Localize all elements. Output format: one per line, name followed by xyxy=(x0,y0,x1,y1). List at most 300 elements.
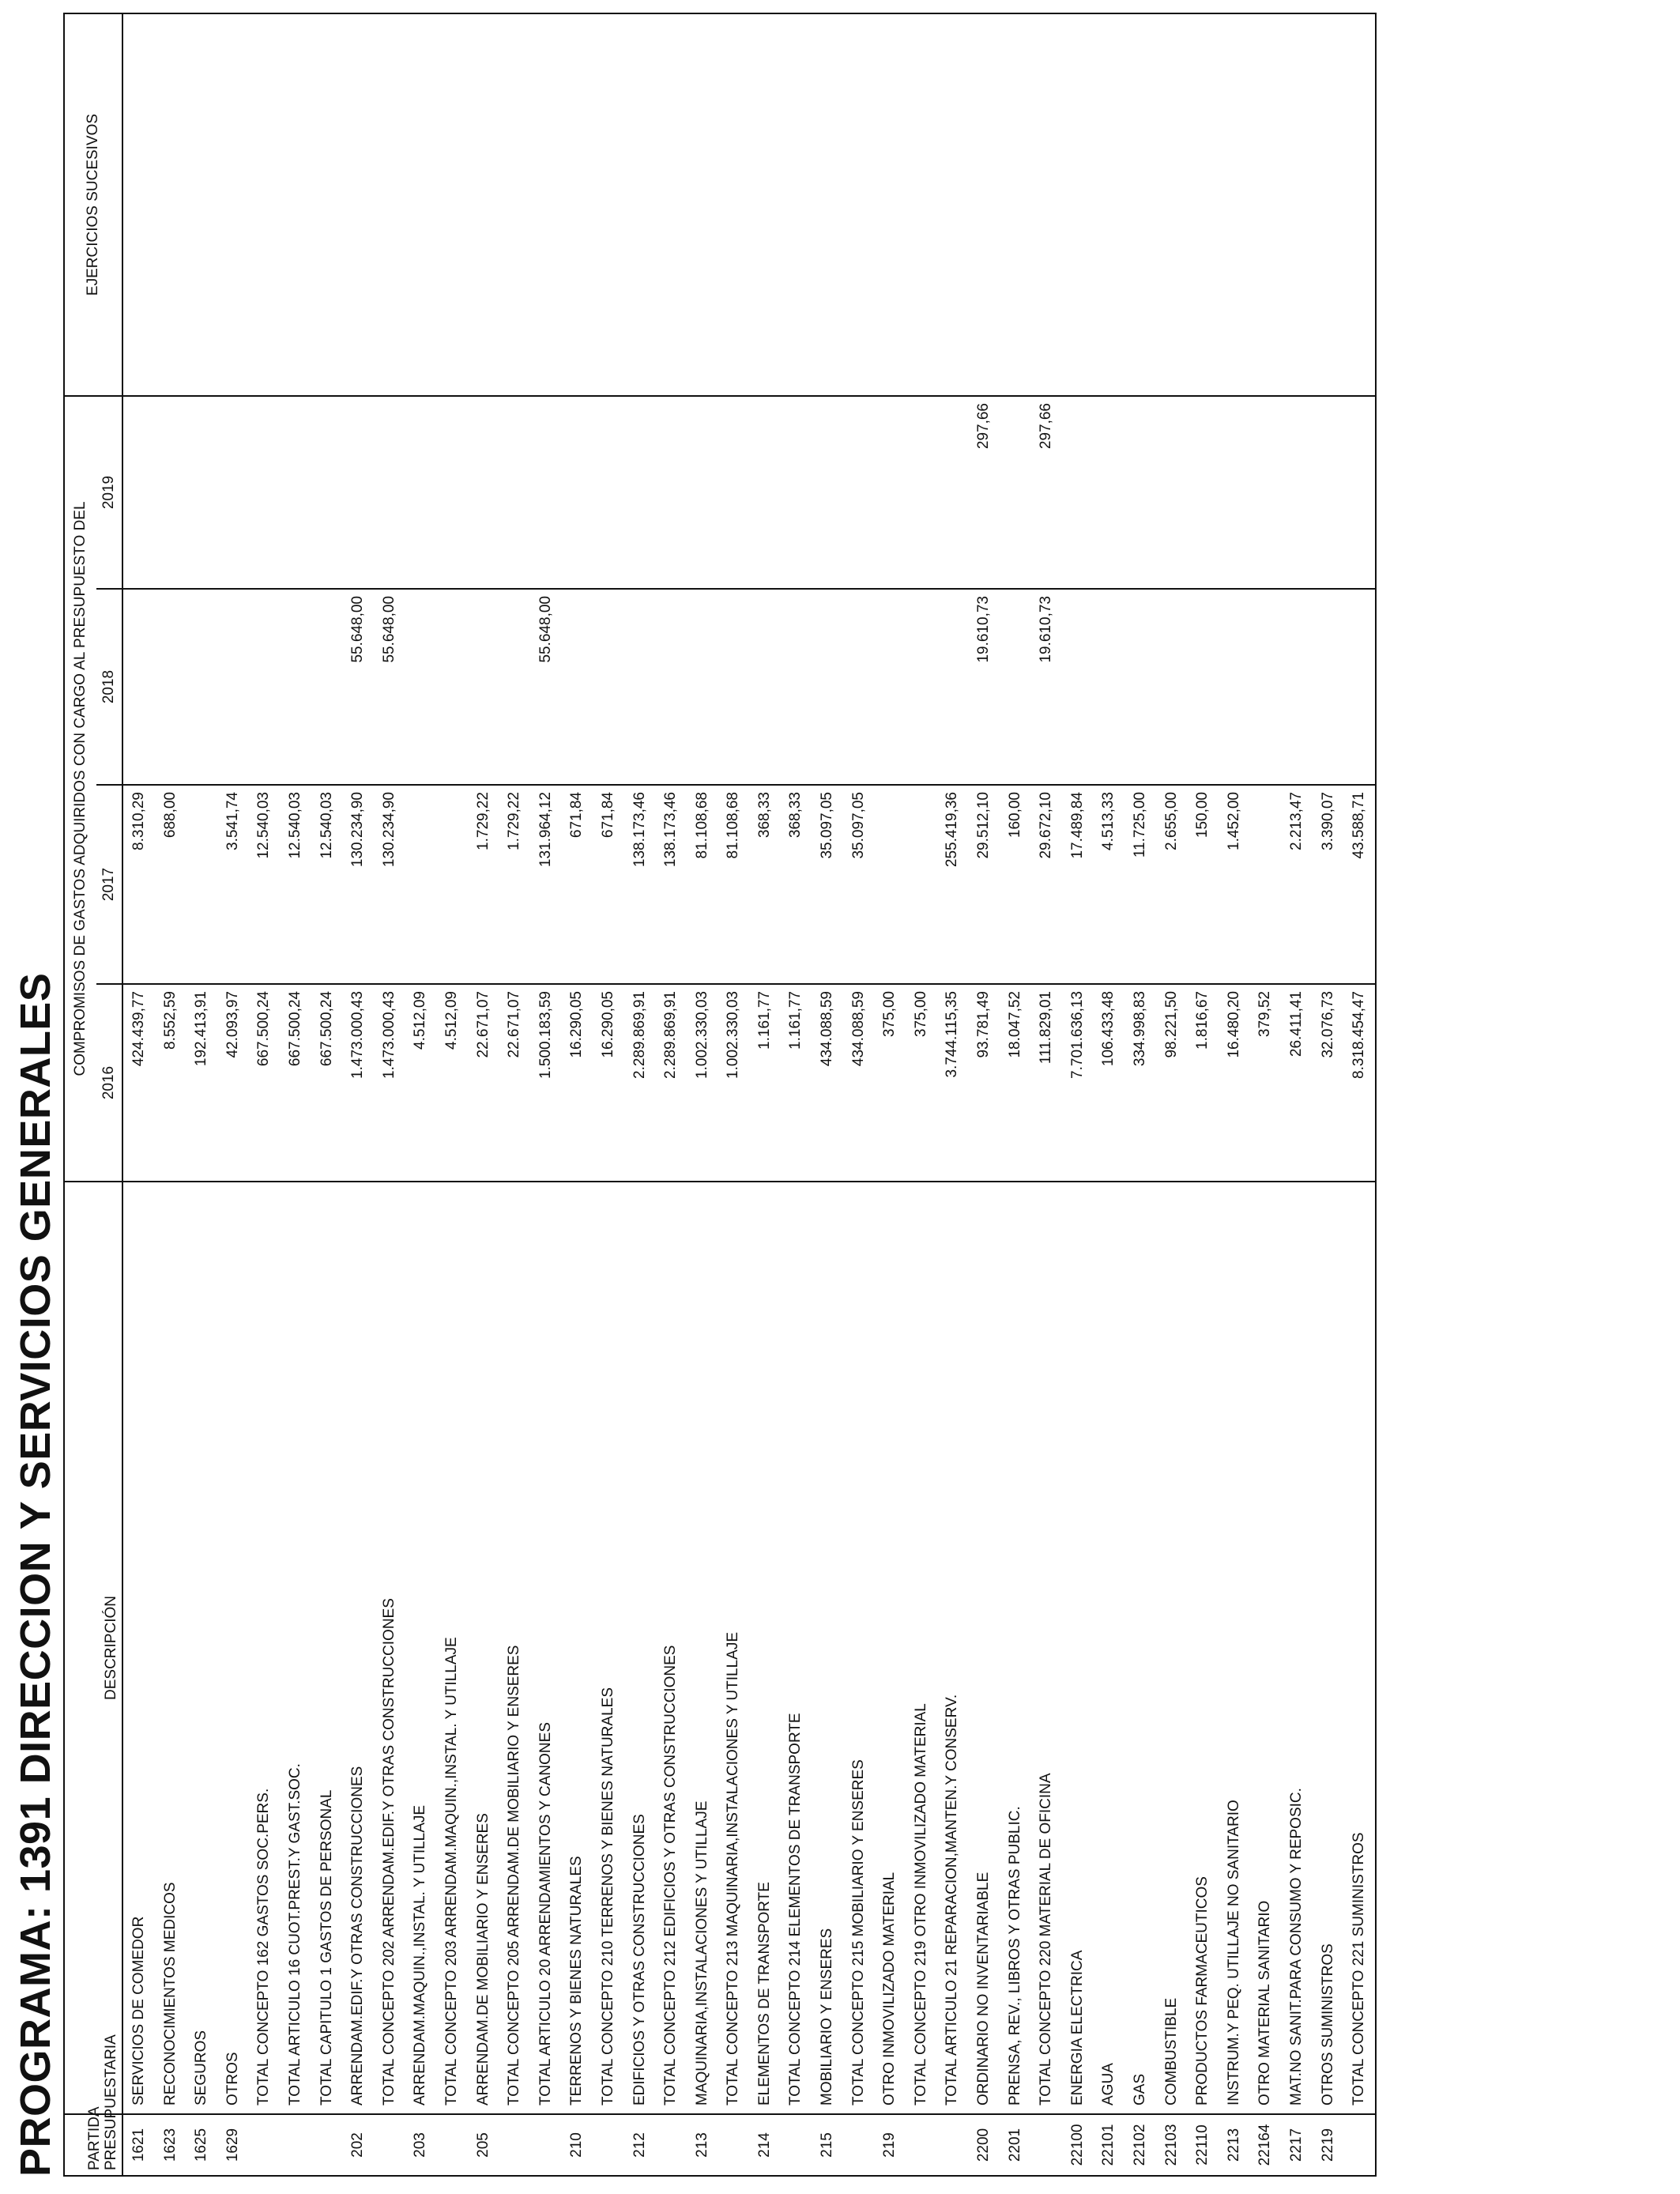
value-2019-cell xyxy=(874,396,906,589)
table-row xyxy=(1000,13,1031,2176)
value-sucesivos-cell xyxy=(1093,13,1124,396)
partida-cell: 203 xyxy=(405,2114,436,2176)
table-row xyxy=(405,13,436,2176)
value-2018-cell xyxy=(812,589,843,785)
value-2016-cell: 434.088,59 xyxy=(843,984,875,1182)
descripcion-cell: MAT.NO SANIT.PARA CONSUMO Y REPOSIC. xyxy=(1281,1182,1313,2114)
value-2017-cell xyxy=(906,785,937,984)
descripcion-cell: TOTAL ARTICULO 20 ARRENDAMIENTOS Y CANONES xyxy=(530,1182,562,2114)
value-2016-cell: 375,00 xyxy=(874,984,906,1182)
partida-cell: 219 xyxy=(874,2114,906,2176)
value-2019-cell xyxy=(593,396,624,589)
value-2016-cell: 667.500,24 xyxy=(311,984,343,1182)
value-2018-cell xyxy=(248,589,280,785)
value-2019-cell xyxy=(655,396,687,589)
descripcion-cell: ARRENDAM.DE MOBILIARIO Y ENSERES xyxy=(468,1182,499,2114)
descripcion-cell: RECONOCIMIENTOS MEDICOS xyxy=(155,1182,186,2114)
descripcion-cell: TOTAL CONCEPTO 221 SUMINISTROS xyxy=(1343,1182,1376,2114)
value-2017-cell: 138.173,46 xyxy=(655,785,687,984)
value-2019-cell xyxy=(1313,396,1344,589)
value-2019-cell xyxy=(812,396,843,589)
partida-cell: 1621 xyxy=(122,2114,155,2176)
value-2019-cell xyxy=(374,396,405,589)
value-2018-cell xyxy=(122,589,155,785)
value-2019-cell xyxy=(718,396,749,589)
value-2017-cell xyxy=(436,785,468,984)
value-2018-cell xyxy=(561,589,593,785)
value-sucesivos-cell xyxy=(1281,13,1313,396)
table-row xyxy=(342,13,374,2176)
value-2018-cell xyxy=(405,589,436,785)
table-row xyxy=(1281,13,1313,2176)
value-2017-cell: 671,84 xyxy=(593,785,624,984)
descripcion-cell: TOTAL CONCEPTO 215 MOBILIARIO Y ENSERES xyxy=(843,1182,875,2114)
value-2018-cell xyxy=(655,589,687,785)
value-2019-cell xyxy=(155,396,186,589)
value-2019-cell xyxy=(687,396,718,589)
value-2017-cell: 12.540,03 xyxy=(248,785,280,984)
table-row xyxy=(718,13,749,2176)
value-2016-cell: 8.318.454,47 xyxy=(1343,984,1376,1182)
table-row xyxy=(1187,13,1219,2176)
partida-cell xyxy=(499,2114,530,2176)
partida-cell: 2219 xyxy=(1313,2114,1344,2176)
table-row xyxy=(155,13,186,2176)
value-2017-cell: 1.452,00 xyxy=(1219,785,1250,984)
descripcion-cell: ENERGIA ELECTRICA xyxy=(1062,1182,1094,2114)
value-sucesivos-cell xyxy=(405,13,436,396)
value-2019-cell xyxy=(1249,396,1281,589)
table-row xyxy=(749,13,781,2176)
value-2016-cell: 26.411,41 xyxy=(1281,984,1313,1182)
descripcion-cell: GAS xyxy=(1124,1182,1156,2114)
presupuestaria-label: PRESUPUESTARIA xyxy=(103,2034,119,2170)
descripcion-cell: OTROS SUMINISTROS xyxy=(1313,1182,1344,2114)
value-2018-cell xyxy=(1249,589,1281,785)
table-row xyxy=(936,13,968,2176)
table-row xyxy=(624,13,656,2176)
value-2016-cell: 111.829,01 xyxy=(1030,984,1062,1182)
table-row xyxy=(311,13,343,2176)
value-2017-cell: 1.729,22 xyxy=(499,785,530,984)
value-sucesivos-cell xyxy=(936,13,968,396)
table-row xyxy=(1062,13,1094,2176)
table-row xyxy=(436,13,468,2176)
year-2017-header: 2017 xyxy=(96,785,122,984)
value-2016-cell: 4.512,09 xyxy=(405,984,436,1182)
value-sucesivos-cell xyxy=(1343,13,1376,396)
value-2016-cell: 667.500,24 xyxy=(248,984,280,1182)
value-2019-cell xyxy=(1000,396,1031,589)
value-2017-cell: 17.489,84 xyxy=(1062,785,1094,984)
descripcion-cell: TOTAL CONCEPTO 210 TERRENOS Y BIENES NATURALES xyxy=(593,1182,624,2114)
table-row xyxy=(687,13,718,2176)
value-sucesivos-cell xyxy=(1030,13,1062,396)
value-2018-cell xyxy=(780,589,812,785)
descripcion-cell: TOTAL CAPITULO 1 GASTOS DE PERSONAL xyxy=(311,1182,343,2114)
value-2019-cell xyxy=(780,396,812,589)
table-row xyxy=(122,13,155,2176)
value-2018-cell: 55.648,00 xyxy=(530,589,562,785)
value-2018-cell xyxy=(1219,589,1250,785)
value-2018-cell xyxy=(280,589,311,785)
value-2018-cell xyxy=(1124,589,1156,785)
value-2016-cell: 667.500,24 xyxy=(280,984,311,1182)
value-2016-cell: 7.701.636,13 xyxy=(1062,984,1094,1182)
partida-cell: 2213 xyxy=(1219,2114,1250,2176)
partida-cell: 22101 xyxy=(1093,2114,1124,2176)
value-2016-cell: 22.671,07 xyxy=(499,984,530,1182)
descripcion-header xyxy=(64,1182,122,2114)
value-2018-cell xyxy=(155,589,186,785)
partida-label: PARTIDA xyxy=(86,2106,103,2170)
value-2019-cell xyxy=(1156,396,1188,589)
value-2018-cell xyxy=(687,589,718,785)
value-2017-cell: 12.540,03 xyxy=(280,785,311,984)
value-2016-cell: 8.552,59 xyxy=(155,984,186,1182)
value-2019-cell xyxy=(561,396,593,589)
value-2017-cell: 35.097,05 xyxy=(843,785,875,984)
partida-cell: 214 xyxy=(749,2114,781,2176)
descripcion-cell: OTROS xyxy=(217,1182,249,2114)
page-title: PROGRAMA: 1391 DIRECCION Y SERVICIOS GENERALES xyxy=(12,972,59,2177)
value-sucesivos-cell xyxy=(155,13,186,396)
value-sucesivos-cell xyxy=(530,13,562,396)
table-row xyxy=(906,13,937,2176)
value-sucesivos-cell xyxy=(280,13,311,396)
value-2018-cell xyxy=(1000,589,1031,785)
value-2017-cell: 130.234,90 xyxy=(374,785,405,984)
value-2017-cell: 130.234,90 xyxy=(342,785,374,984)
descripcion-cell: TOTAL ARTICULO 16 CUOT.PREST.Y GAST.SOC. xyxy=(280,1182,311,2114)
descripcion-cell: TOTAL CONCEPTO 162 GASTOS SOC.PERS. xyxy=(248,1182,280,2114)
value-2019-cell xyxy=(749,396,781,589)
table-row xyxy=(499,13,530,2176)
descripcion-cell: TOTAL CONCEPTO 214 ELEMENTOS DE TRANSPORTE xyxy=(780,1182,812,2114)
value-2016-cell: 106.433,48 xyxy=(1093,984,1124,1182)
value-2017-cell xyxy=(1249,785,1281,984)
budget-table xyxy=(63,13,1377,2177)
value-2016-cell: 3.744.115,35 xyxy=(936,984,968,1182)
value-2016-cell: 93.781,49 xyxy=(968,984,1000,1182)
value-2018-cell: 19.610,73 xyxy=(1030,589,1062,785)
partida-cell xyxy=(530,2114,562,2176)
table-row xyxy=(1030,13,1062,2176)
value-2018-cell xyxy=(499,589,530,785)
table-row xyxy=(1249,13,1281,2176)
value-2018-cell xyxy=(468,589,499,785)
table-row xyxy=(1124,13,1156,2176)
partida-cell: 22102 xyxy=(1124,2114,1156,2176)
value-sucesivos-cell xyxy=(687,13,718,396)
value-2016-cell: 334.998,83 xyxy=(1124,984,1156,1182)
descripcion-cell: SEGUROS xyxy=(186,1182,217,2114)
table-row xyxy=(812,13,843,2176)
partida-cell xyxy=(655,2114,687,2176)
table-row xyxy=(968,13,1000,2176)
partida-cell: 212 xyxy=(624,2114,656,2176)
value-2016-cell: 42.093,97 xyxy=(217,984,249,1182)
value-2016-cell: 1.002.330,03 xyxy=(718,984,749,1182)
value-sucesivos-cell xyxy=(499,13,530,396)
partida-cell xyxy=(906,2114,937,2176)
partida-header xyxy=(64,2034,122,2176)
value-2017-cell: 35.097,05 xyxy=(812,785,843,984)
table-row xyxy=(1343,13,1376,2176)
table-row xyxy=(1156,13,1188,2176)
value-2018-cell xyxy=(1343,589,1376,785)
value-2018-cell xyxy=(1313,589,1344,785)
value-2017-cell: 138.173,46 xyxy=(624,785,656,984)
value-2018-cell xyxy=(436,589,468,785)
descripcion-cell: OTRO MATERIAL SANITARIO xyxy=(1249,1182,1281,2114)
value-2018-cell xyxy=(624,589,656,785)
value-2017-cell: 1.729,22 xyxy=(468,785,499,984)
value-sucesivos-cell xyxy=(468,13,499,396)
table-row xyxy=(217,13,249,2176)
value-2017-cell: 368,33 xyxy=(749,785,781,984)
value-sucesivos-cell xyxy=(874,13,906,396)
value-2016-cell: 1.002.330,03 xyxy=(687,984,718,1182)
value-2016-cell: 434.088,59 xyxy=(812,984,843,1182)
value-2016-cell: 1.816,67 xyxy=(1187,984,1219,1182)
partida-cell xyxy=(1343,2114,1376,2176)
value-2017-cell: 43.588,71 xyxy=(1343,785,1376,984)
value-2017-cell: 671,84 xyxy=(561,785,593,984)
descripcion-cell: TOTAL CONCEPTO 203 ARRENDAM.MAQUIN.,INSTAL. Y UTILLAJE xyxy=(436,1182,468,2114)
value-2017-cell xyxy=(186,785,217,984)
partida-cell: 215 xyxy=(812,2114,843,2176)
partida-cell xyxy=(1030,2114,1062,2176)
value-2016-cell: 379,52 xyxy=(1249,984,1281,1182)
value-2016-cell: 1.500.183,59 xyxy=(530,984,562,1182)
value-2019-cell xyxy=(843,396,875,589)
value-sucesivos-cell xyxy=(374,13,405,396)
descripcion-cell: TOTAL ARTICULO 21 REPARACION,MANTEN.Y CONSERV. xyxy=(936,1182,968,2114)
descripcion-cell: TOTAL CONCEPTO 205 ARRENDAM.DE MOBILIARIO Y ENSERES xyxy=(499,1182,530,2114)
descripcion-cell: MOBILIARIO Y ENSERES xyxy=(812,1182,843,2114)
value-2018-cell: 55.648,00 xyxy=(342,589,374,785)
descripcion-cell: COMBUSTIBLE xyxy=(1156,1182,1188,2114)
value-2018-cell xyxy=(718,589,749,785)
value-2018-cell xyxy=(874,589,906,785)
value-2019-cell xyxy=(405,396,436,589)
value-2019-cell xyxy=(311,396,343,589)
sucesivos-header: EJERCICIOS SUCESIVOS xyxy=(64,13,122,396)
value-2016-cell: 1.161,77 xyxy=(780,984,812,1182)
value-2019-cell xyxy=(936,396,968,589)
descripcion-cell: AGUA xyxy=(1093,1182,1124,2114)
table-row xyxy=(468,13,499,2176)
descripcion-cell: ELEMENTOS DE TRANSPORTE xyxy=(749,1182,781,2114)
table-row xyxy=(1093,13,1124,2176)
value-2018-cell: 19.610,73 xyxy=(968,589,1000,785)
table-row xyxy=(874,13,906,2176)
value-sucesivos-cell xyxy=(1219,13,1250,396)
value-2017-cell: 8.310,29 xyxy=(122,785,155,984)
table-row xyxy=(280,13,311,2176)
value-2016-cell: 192.413,91 xyxy=(186,984,217,1182)
value-sucesivos-cell xyxy=(718,13,749,396)
value-sucesivos-cell xyxy=(186,13,217,396)
value-2016-cell: 16.290,05 xyxy=(561,984,593,1182)
value-2018-cell xyxy=(936,589,968,785)
value-2019-cell: 297,66 xyxy=(1030,396,1062,589)
value-sucesivos-cell xyxy=(1187,13,1219,396)
partida-cell: 2201 xyxy=(1000,2114,1031,2176)
partida-cell: 1625 xyxy=(186,2114,217,2176)
value-sucesivos-cell xyxy=(1000,13,1031,396)
table-row xyxy=(530,13,562,2176)
value-2017-cell: 3.390,07 xyxy=(1313,785,1344,984)
descripcion-cell: INSTRUM.Y PEQ. UTILLAJE NO SANITARIO xyxy=(1219,1182,1250,2114)
value-sucesivos-cell xyxy=(1124,13,1156,396)
value-sucesivos-cell xyxy=(906,13,937,396)
partida-cell: 2217 xyxy=(1281,2114,1313,2176)
value-2019-cell xyxy=(1219,396,1250,589)
value-sucesivos-cell xyxy=(812,13,843,396)
year-2018-header: 2018 xyxy=(96,589,122,785)
value-2019-cell xyxy=(122,396,155,589)
table-row xyxy=(1313,13,1344,2176)
value-2018-cell xyxy=(1187,589,1219,785)
value-2019-cell xyxy=(624,396,656,589)
value-2018-cell xyxy=(1062,589,1094,785)
value-2019-cell xyxy=(1124,396,1156,589)
value-2018-cell xyxy=(1093,589,1124,785)
value-2017-cell xyxy=(405,785,436,984)
value-2017-cell: 3.541,74 xyxy=(217,785,249,984)
partida-cell: 1629 xyxy=(217,2114,249,2176)
value-2019-cell: 297,66 xyxy=(968,396,1000,589)
value-2019-cell xyxy=(342,396,374,589)
value-2017-cell: 160,00 xyxy=(1000,785,1031,984)
value-2017-cell: 368,33 xyxy=(780,785,812,984)
value-sucesivos-cell xyxy=(968,13,1000,396)
value-2017-cell: 255.419,36 xyxy=(936,785,968,984)
descripcion-cell: ARRENDAM.MAQUIN.,INSTAL. Y UTILLAJE xyxy=(405,1182,436,2114)
value-2018-cell xyxy=(843,589,875,785)
value-2019-cell xyxy=(186,396,217,589)
value-sucesivos-cell xyxy=(217,13,249,396)
partida-cell xyxy=(593,2114,624,2176)
value-sucesivos-cell xyxy=(248,13,280,396)
value-sucesivos-cell xyxy=(624,13,656,396)
value-2017-cell: 150,00 xyxy=(1187,785,1219,984)
value-2019-cell xyxy=(1093,396,1124,589)
descripcion-cell: OTRO INMOVILIZADO MATERIAL xyxy=(874,1182,906,2114)
value-2016-cell: 16.290,05 xyxy=(593,984,624,1182)
value-sucesivos-cell xyxy=(342,13,374,396)
descripcion-cell: TOTAL CONCEPTO 220 MATERIAL DE OFICINA xyxy=(1030,1182,1062,2114)
partida-cell xyxy=(311,2114,343,2176)
value-sucesivos-cell xyxy=(1313,13,1344,396)
value-2019-cell xyxy=(217,396,249,589)
value-sucesivos-cell xyxy=(655,13,687,396)
value-sucesivos-cell xyxy=(780,13,812,396)
value-2019-cell xyxy=(530,396,562,589)
value-2017-cell: 11.725,00 xyxy=(1124,785,1156,984)
value-2018-cell xyxy=(217,589,249,785)
table-body xyxy=(122,13,1376,2176)
value-2017-cell: 688,00 xyxy=(155,785,186,984)
year-2019-header: 2019 xyxy=(96,396,122,589)
value-sucesivos-cell xyxy=(593,13,624,396)
value-2019-cell xyxy=(468,396,499,589)
value-sucesivos-cell xyxy=(749,13,781,396)
value-2019-cell xyxy=(906,396,937,589)
value-2019-cell xyxy=(1281,396,1313,589)
value-2017-cell: 81.108,68 xyxy=(718,785,749,984)
descripcion-cell: TOTAL CONCEPTO 219 OTRO INMOVILIZADO MATERIAL xyxy=(906,1182,937,2114)
descripcion-cell: SERVICIOS DE COMEDOR xyxy=(122,1182,155,2114)
value-2017-cell: 29.512,10 xyxy=(968,785,1000,984)
value-2019-cell xyxy=(248,396,280,589)
value-sucesivos-cell xyxy=(436,13,468,396)
value-2016-cell: 2.289.869,91 xyxy=(624,984,656,1182)
descripcion-cell: TOTAL CONCEPTO 202 ARRENDAM.EDIF.Y OTRAS CONSTRUCCIONES xyxy=(374,1182,405,2114)
value-2019-cell xyxy=(436,396,468,589)
partida-cell: 210 xyxy=(561,2114,593,2176)
value-2018-cell: 55.648,00 xyxy=(374,589,405,785)
table-row xyxy=(655,13,687,2176)
value-2019-cell xyxy=(1187,396,1219,589)
value-2016-cell: 424.439,77 xyxy=(122,984,155,1182)
year-2016-header: 2016 xyxy=(96,984,122,1182)
partida-cell xyxy=(374,2114,405,2176)
value-2017-cell: 4.513,33 xyxy=(1093,785,1124,984)
value-sucesivos-cell xyxy=(1156,13,1188,396)
value-2018-cell xyxy=(186,589,217,785)
value-2018-cell xyxy=(593,589,624,785)
value-2018-cell xyxy=(1281,589,1313,785)
value-2016-cell: 32.076,73 xyxy=(1313,984,1344,1182)
value-2016-cell: 22.671,07 xyxy=(468,984,499,1182)
value-2017-cell: 12.540,03 xyxy=(311,785,343,984)
value-2019-cell xyxy=(1062,396,1094,589)
descripcion-cell: TERRENOS Y BIENES NATURALES xyxy=(561,1182,593,2114)
value-2016-cell: 16.480,20 xyxy=(1219,984,1250,1182)
value-2016-cell: 1.473.000,43 xyxy=(342,984,374,1182)
table-row xyxy=(780,13,812,2176)
partida-cell xyxy=(936,2114,968,2176)
value-2019-cell xyxy=(499,396,530,589)
partida-cell xyxy=(280,2114,311,2176)
compromisos-group-header: COMPROMISOS DE GASTOS ADQUIRIDOS CON CARGO AL PRESUPUESTO DEL xyxy=(64,396,96,1182)
descripcion-cell: MAQUINARIA,INSTALACIONES Y UTILLAJE xyxy=(687,1182,718,2114)
value-2018-cell xyxy=(1156,589,1188,785)
value-2018-cell xyxy=(906,589,937,785)
descripcion-cell: PRENSA, REV., LIBROS Y OTRAS PUBLIC. xyxy=(1000,1182,1031,2114)
value-sucesivos-cell xyxy=(561,13,593,396)
value-sucesivos-cell xyxy=(1249,13,1281,396)
table-row xyxy=(374,13,405,2176)
partida-cell xyxy=(436,2114,468,2176)
value-2017-cell: 2.655,00 xyxy=(1156,785,1188,984)
value-2016-cell: 98.221,50 xyxy=(1156,984,1188,1182)
partida-cell xyxy=(843,2114,875,2176)
value-2017-cell xyxy=(874,785,906,984)
value-2016-cell: 4.512,09 xyxy=(436,984,468,1182)
value-2016-cell: 18.047,52 xyxy=(1000,984,1031,1182)
descripcion-label: DESCRIPCIÓN xyxy=(103,1596,119,1700)
partida-cell: 205 xyxy=(468,2114,499,2176)
value-sucesivos-cell xyxy=(1062,13,1094,396)
descripcion-cell: ARRENDAM.EDIF.Y OTRAS CONSTRUCCIONES xyxy=(342,1182,374,2114)
table-row xyxy=(1219,13,1250,2176)
partida-cell: 22100 xyxy=(1062,2114,1094,2176)
partida-cell: 22110 xyxy=(1187,2114,1219,2176)
